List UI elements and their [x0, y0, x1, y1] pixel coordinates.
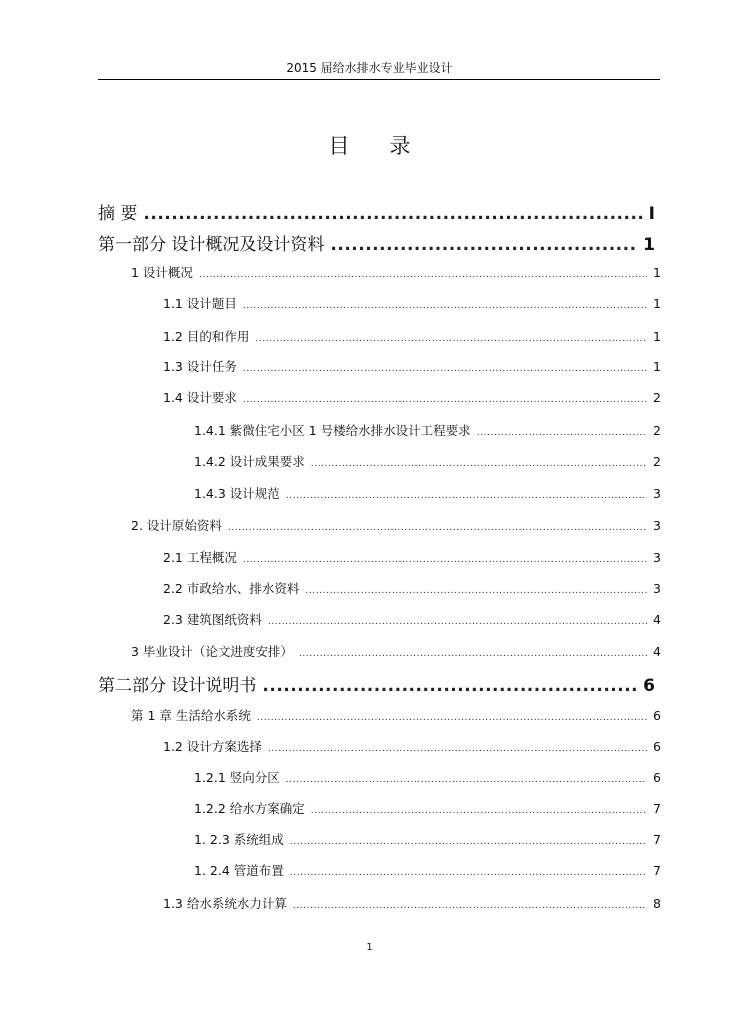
toc-entry[interactable]	[98, 230, 655, 255]
toc-leader-dots	[199, 270, 647, 280]
toc-entry-label: 1.3 给水系统水力计算	[163, 896, 287, 911]
toc-entry-label: 1.4.1 紫微住宅小区 1 号楼给水排水设计工程要求	[194, 423, 471, 438]
toc-entry-page: 4	[653, 644, 661, 659]
toc-leader-dots	[243, 364, 647, 374]
toc-entry-label: 1.1 设计题目	[163, 296, 237, 311]
toc-entry-page: 2	[653, 390, 661, 405]
toc-entry-label: 第二部分 设计说明书	[98, 676, 257, 696]
toc-entry[interactable]	[131, 263, 661, 281]
toc-leader-dots	[293, 901, 647, 911]
toc-entry[interactable]	[163, 737, 661, 755]
toc-entry-label: 第 1 章 生活给水系统	[131, 708, 251, 723]
toc-leader-dots	[286, 775, 647, 785]
toc-entry-label: 1.4.3 设计规范	[194, 486, 280, 501]
toc-leader-dots	[290, 868, 647, 878]
toc-entry[interactable]	[163, 894, 661, 912]
toc-entry-label: 第一部分 设计概况及设计资料	[98, 235, 325, 255]
toc-entry-page: 1	[653, 296, 661, 311]
toc-entry-label: 摘 要	[98, 204, 138, 224]
toc-leader-dots	[268, 617, 647, 627]
toc-leader-dots	[243, 395, 647, 405]
toc-entry-label: 1.2.1 竖向分区	[194, 770, 280, 785]
toc-entry-page: 3	[653, 518, 661, 533]
toc-entry[interactable]	[194, 452, 661, 470]
toc-entry[interactable]	[163, 327, 661, 345]
toc-entry-label: 1 设计概况	[131, 265, 193, 280]
toc-entry-page: 6	[643, 676, 655, 696]
toc-entry-label: 1.2.2 给水方案确定	[194, 801, 305, 816]
toc-leader-dots	[257, 713, 647, 723]
toc-leader-dots	[243, 555, 647, 565]
toc-entry-page: 6	[653, 770, 661, 785]
toc-entry[interactable]	[194, 768, 661, 786]
toc-entry-label: 1.2 设计方案选择	[163, 739, 262, 754]
toc-entry[interactable]	[163, 388, 661, 406]
toc-entry[interactable]	[163, 579, 661, 597]
toc-leader-dots	[255, 334, 647, 344]
toc-entry-page: I	[648, 204, 655, 224]
toc-entry[interactable]	[163, 610, 661, 628]
toc-leader-dots	[311, 459, 647, 469]
toc-entry-label: 2.1 工程概况	[163, 550, 237, 565]
toc-entry[interactable]	[163, 548, 661, 566]
toc-entry[interactable]	[194, 799, 661, 817]
toc-entry[interactable]	[98, 199, 655, 224]
toc-leader-dots	[290, 837, 647, 847]
toc-entry-page: 1	[653, 359, 661, 374]
toc-leader-dots	[305, 586, 647, 596]
toc-entry-label: 1.4.2 设计成果要求	[194, 454, 305, 469]
toc-entry-label: 3 毕业设计（论文进度安排）	[131, 644, 293, 659]
toc-entry[interactable]	[163, 294, 661, 312]
toc-entry-page: 3	[653, 581, 661, 596]
toc-entry-label: 2.3 建筑图纸资料	[163, 612, 262, 627]
toc-entry[interactable]	[194, 484, 661, 502]
toc-entry-label: 2. 设计原始资料	[131, 518, 222, 533]
toc-leader-dots	[228, 523, 647, 533]
toc-entry-page: 4	[653, 612, 661, 627]
toc-entry-page: 6	[653, 739, 661, 754]
running-header: 2015 届给水排水专业毕业设计	[286, 61, 453, 75]
toc-leader-dots	[311, 806, 647, 816]
toc-entry-label: 1. 2.3 系统组成	[194, 832, 284, 847]
toc-leader-dots	[262, 676, 637, 696]
toc-entry-label: 2.2 市政给水、排水资料	[163, 581, 300, 596]
toc-entry[interactable]	[163, 357, 661, 375]
toc-entry-page: 7	[653, 801, 661, 816]
toc-entry-page: 3	[653, 550, 661, 565]
toc-entry-page: 1	[643, 235, 655, 255]
toc-entry-page: 3	[653, 486, 661, 501]
toc-entry[interactable]	[194, 421, 661, 439]
toc-leader-dots	[330, 235, 637, 255]
toc-leader-dots	[143, 204, 642, 224]
toc-leader-dots	[299, 649, 647, 659]
toc-entry-page: 7	[653, 832, 661, 847]
toc-entry-label: 1. 2.4 管道布置	[194, 863, 284, 878]
toc-entry-page: 2	[653, 423, 661, 438]
toc-entry-page: 6	[653, 708, 661, 723]
toc-entry-label: 1.3 设计任务	[163, 359, 237, 374]
toc-entry[interactable]	[131, 706, 661, 724]
toc-entry[interactable]	[131, 642, 661, 660]
toc-entry[interactable]	[194, 830, 661, 848]
toc-entry-page: 1	[653, 265, 661, 280]
page-number: 1	[366, 942, 373, 953]
toc-entry-page: 7	[653, 863, 661, 878]
header-divider	[98, 79, 660, 80]
toc-entry[interactable]	[98, 671, 655, 696]
toc-entry-page: 2	[653, 454, 661, 469]
toc-entry-label: 1.4 设计要求	[163, 390, 237, 405]
toc-leader-dots	[477, 428, 647, 438]
toc-leader-dots	[243, 301, 647, 311]
toc-entry-page: 1	[653, 329, 661, 344]
toc-leader-dots	[268, 744, 647, 754]
page-title: 目录	[328, 134, 451, 158]
toc-entry-page: 8	[653, 896, 661, 911]
toc-entry-label: 1.2 目的和作用	[163, 329, 250, 344]
toc-entry[interactable]	[194, 861, 661, 879]
toc-entry[interactable]	[131, 516, 661, 534]
toc-leader-dots	[286, 491, 647, 501]
